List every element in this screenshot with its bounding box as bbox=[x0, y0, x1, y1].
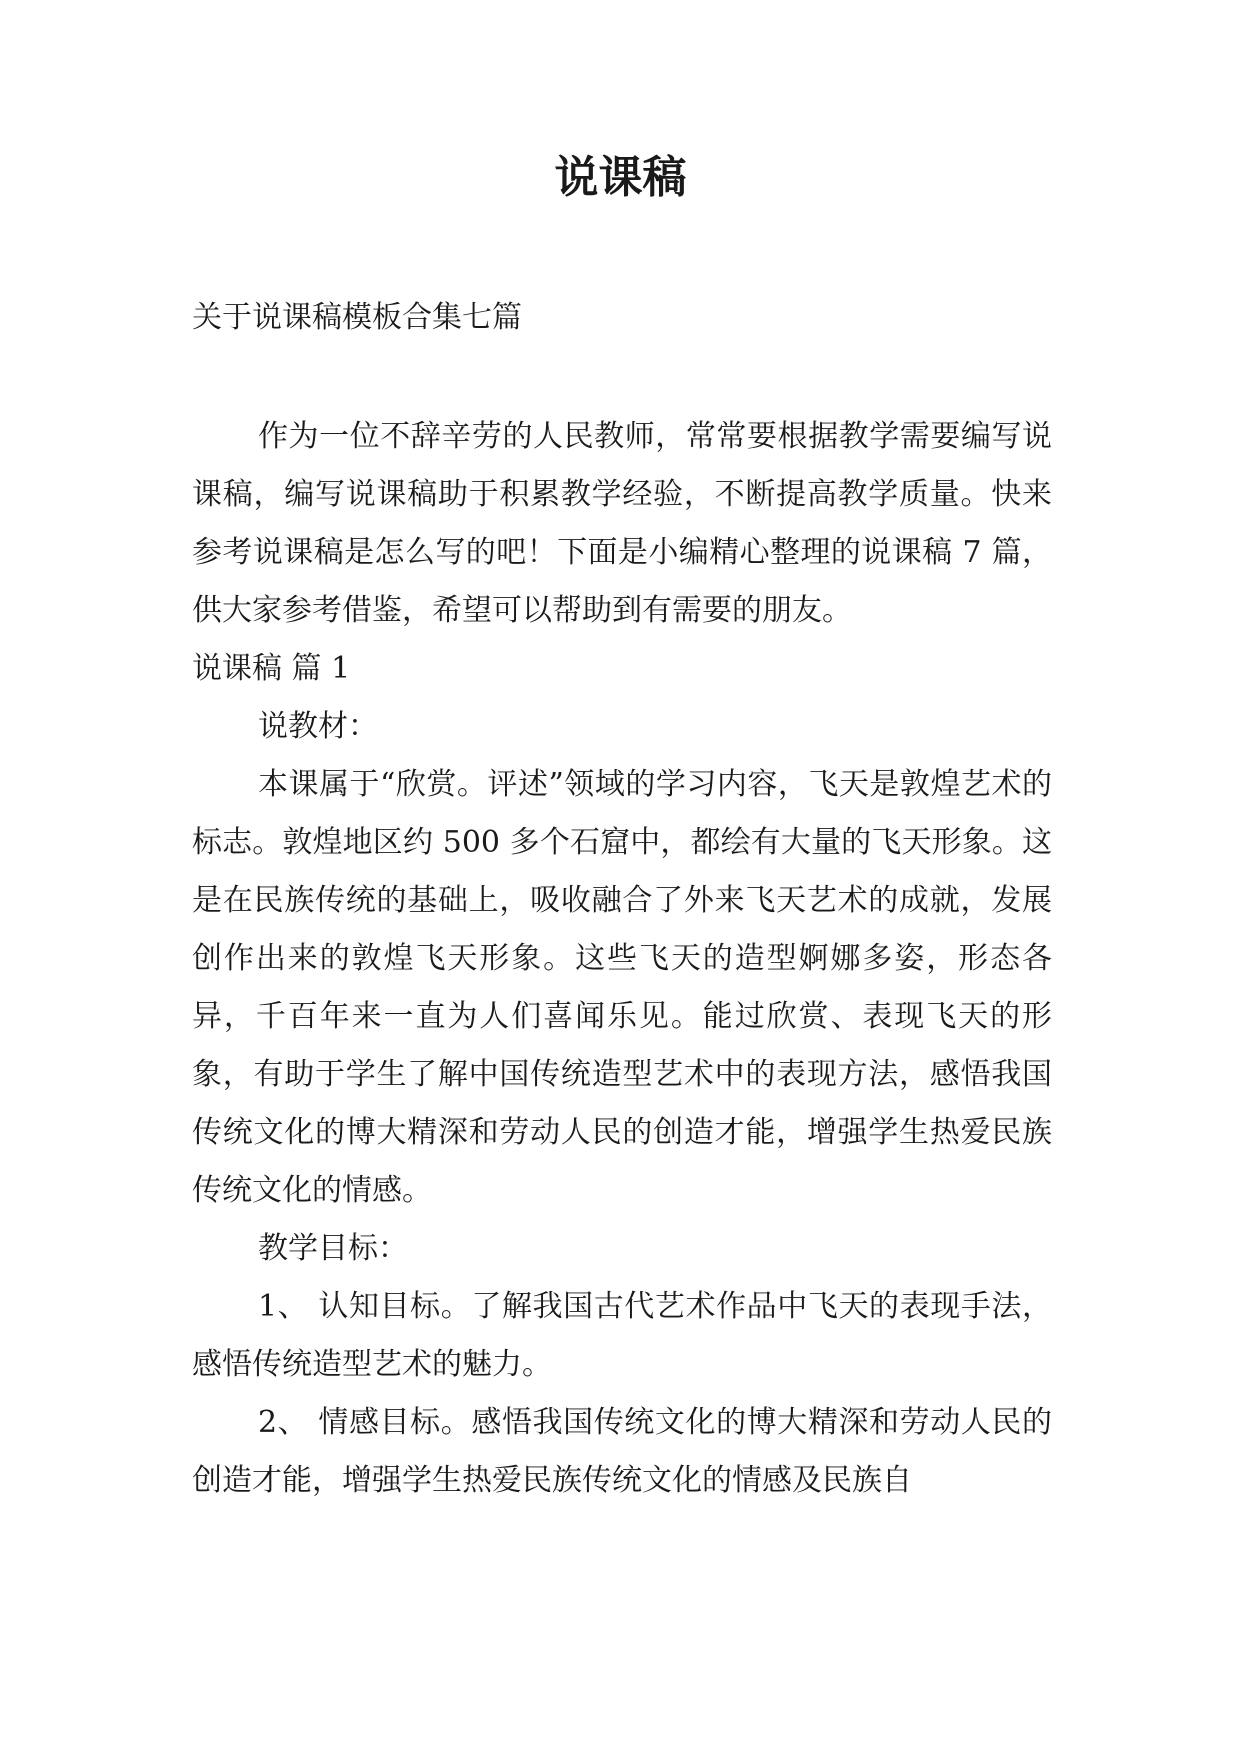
document-subtitle: 关于说课稿模板合集七篇 bbox=[192, 300, 522, 335]
objective-item-1: 1、 认知目标。了解我国古代艺术作品中飞天的表现手法，感悟传统造型艺术的魅力。 bbox=[192, 1289, 1052, 1382]
intro-paragraph: 作为一位不辞辛劳的人民教师，常常要根据教学需要编写说课稿，编写说课稿助于积累教学经验，不断提高教学质量。快来参考说课稿是怎么写的吧！下面是小编精心整理的说课稿 7 篇，供大家参考借鉴，希望可以帮助到有需要的朋友。 bbox=[192, 419, 1052, 628]
section-heading: 说课稿 篇 1 bbox=[192, 651, 351, 686]
document-body bbox=[192, 408, 1052, 1510]
subheading-objectives: 教学目标： bbox=[258, 1231, 408, 1266]
subheading-textbook: 说教材： bbox=[258, 709, 378, 744]
objective-item-2: 2、 情感目标。感悟我国传统文化的博大精深和劳动人民的创造才能，增强学生热爱民族传统文化的情感及民族自 bbox=[192, 1405, 1052, 1498]
document-title: 说课稿 bbox=[554, 152, 687, 203]
textbook-paragraph: 本课属于“欣赏。评述”领域的学习内容，飞天是敦煌艺术的标志。敦煌地区约 500 多个石窟中，都绘有大量的飞天形象。这是在民族传统的基础上，吸收融合了外来飞天艺术的成就，发展创作出来的敦煌飞天形象。这些飞天的造型婀娜多姿，形态各异，千百年来一直为人们喜闻乐见。能过欣赏、表现飞天的形象，有助于学生了解中国传统造型艺术中的表现方法，感悟我国传统文化的博大精深和劳动人民的创造才能，增强学生热爱民族传统文化的情感。 bbox=[192, 767, 1052, 1208]
